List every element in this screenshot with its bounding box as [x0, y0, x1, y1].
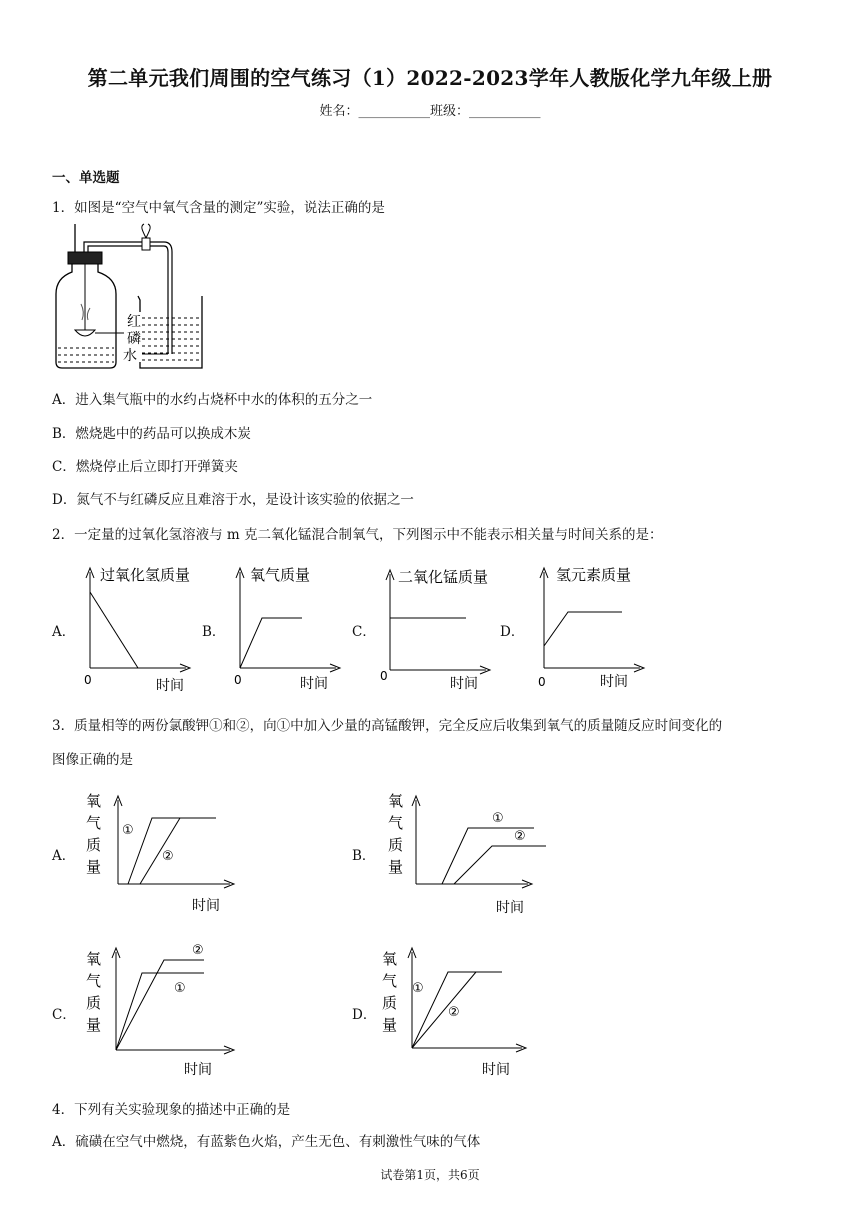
q3-b-ylabel-4: 量 [388, 858, 404, 876]
q2-graph-b [228, 560, 348, 694]
q3-b-series1-label: ① [492, 811, 504, 826]
q2-b-origin: 0 [234, 673, 242, 687]
q2-c-letter: C． [352, 624, 376, 640]
q1-apparatus-figure [44, 222, 216, 372]
q3-a-series1-label: ① [122, 823, 134, 838]
q1-option-a: A．进入集气瓶中的水约占烧杯中水的体积的五分之一 [52, 392, 373, 408]
q3-d-ylabel-1: 氧 [382, 950, 398, 968]
page-footer: 试卷第1页，共6页 [380, 1168, 480, 1182]
name-class-line [0, 100, 860, 119]
q3-a-ylabel-1: 氧 [86, 792, 102, 810]
q2-d-xlabel: 时间 [600, 674, 628, 690]
q3-b-ylabel-1: 氧 [388, 792, 404, 810]
class-blank: ___________ [469, 104, 541, 119]
q3-b-xlabel: 时间 [496, 900, 524, 916]
q3-a-ylabel-4: 量 [86, 858, 102, 876]
q3-a-letter: A． [52, 848, 76, 864]
q2-stem: 2．一定量的过氧化氢溶液与 m 克二氧化锰混合制氧气，下列图示中不能表示相关量与时间关系的是： [52, 527, 663, 543]
q3-c-series2-label: ① [174, 981, 186, 996]
q2-d-ylabel: 氢元素质量 [556, 566, 632, 584]
q1-option-c: C．燃烧停止后立即打开弹簧夹 [52, 459, 238, 475]
q1-stem: 1．如图是“空气中氧气含量的测定”实验，说法正确的是 [52, 200, 385, 216]
q2-c-ylabel: 二氧化锰质量 [398, 568, 489, 586]
q2-d-letter: D． [500, 624, 525, 640]
label-red: 红 [127, 314, 141, 330]
document-title: 第二单元我们周围的空气练习（1）2022-2023学年人教版化学九年级上册 [87, 66, 773, 90]
section-heading: 一、单选题 [52, 170, 120, 186]
q4-option-a: A．硫磺在空气中燃烧，有蓝紫色火焰，产生无色、有刺激性气味的气体 [52, 1134, 481, 1150]
q3-c-ylabel-2: 气 [86, 972, 102, 990]
q3-graph-c [80, 940, 240, 1080]
q4-stem: 4．下列有关实验现象的描述中正确的是 [52, 1102, 291, 1118]
q2-d-origin: 0 [538, 675, 546, 689]
q2-graph-d [532, 560, 652, 694]
q2-a-xlabel: 时间 [156, 678, 184, 694]
q3-c-ylabel-1: 氧 [86, 950, 102, 968]
q3-stem-line2: 图像正确的是 [52, 752, 133, 768]
q3-c-ylabel-3: 质 [86, 994, 102, 1012]
q3-a-ylabel-3: 质 [86, 836, 102, 854]
q3-d-xlabel: 时间 [482, 1062, 510, 1078]
q3-a-series2-label: ② [162, 849, 174, 864]
q3-c-xlabel: 时间 [184, 1062, 212, 1078]
q3-stem-line1: 3．质量相等的两份氯酸钾①和②，向①中加入少量的高锰酸钾，完全反应后收集到氧气的质量随反应时间变化的 [52, 718, 723, 734]
q3-d-letter: D． [352, 1007, 377, 1023]
q3-c-letter: C． [52, 1007, 76, 1023]
q3-d-series2-label: ② [448, 1005, 460, 1020]
q2-graph-c [378, 562, 504, 696]
q2-a-origin: 0 [84, 673, 92, 687]
q3-graph-a [80, 788, 240, 918]
name-blank: ___________ [358, 104, 430, 119]
label-water: 水 [123, 348, 137, 364]
q2-c-origin: 0 [380, 669, 388, 683]
q3-d-ylabel-3: 质 [382, 994, 398, 1012]
q3-graph-d [378, 940, 538, 1080]
q3-c-series1-label: ② [192, 943, 204, 958]
q2-a-ylabel: 过氧化氢质量 [100, 566, 191, 584]
q3-d-ylabel-2: 气 [382, 972, 398, 990]
q3-d-series1-label: ① [412, 981, 424, 996]
q2-c-xlabel: 时间 [450, 676, 478, 692]
q3-b-ylabel-3: 质 [388, 836, 404, 854]
q3-a-ylabel-2: 气 [86, 814, 102, 832]
name-label: 姓名： [319, 104, 359, 119]
q2-graph-a [78, 560, 198, 694]
q1-option-b: B．燃烧匙中的药品可以换成木炭 [52, 426, 251, 442]
label-phosphorus: 磷 [127, 331, 141, 347]
q3-b-ylabel-2: 气 [388, 814, 404, 832]
q1-option-d: D．氮气不与红磷反应且难溶于水，是设计该实验的依据之一 [52, 492, 414, 508]
q3-c-ylabel-4: 量 [86, 1016, 102, 1034]
q2-b-ylabel: 氧气质量 [250, 566, 311, 584]
q3-graph-b [384, 788, 554, 918]
q3-b-letter: B． [352, 848, 376, 864]
q3-d-ylabel-4: 量 [382, 1016, 398, 1034]
q2-a-letter: A． [52, 624, 76, 640]
q2-b-xlabel: 时间 [300, 676, 328, 692]
class-label: 班级： [430, 104, 470, 119]
q2-b-letter: B． [202, 624, 226, 640]
q3-a-xlabel: 时间 [192, 898, 220, 914]
q3-b-series2-label: ② [514, 829, 526, 844]
